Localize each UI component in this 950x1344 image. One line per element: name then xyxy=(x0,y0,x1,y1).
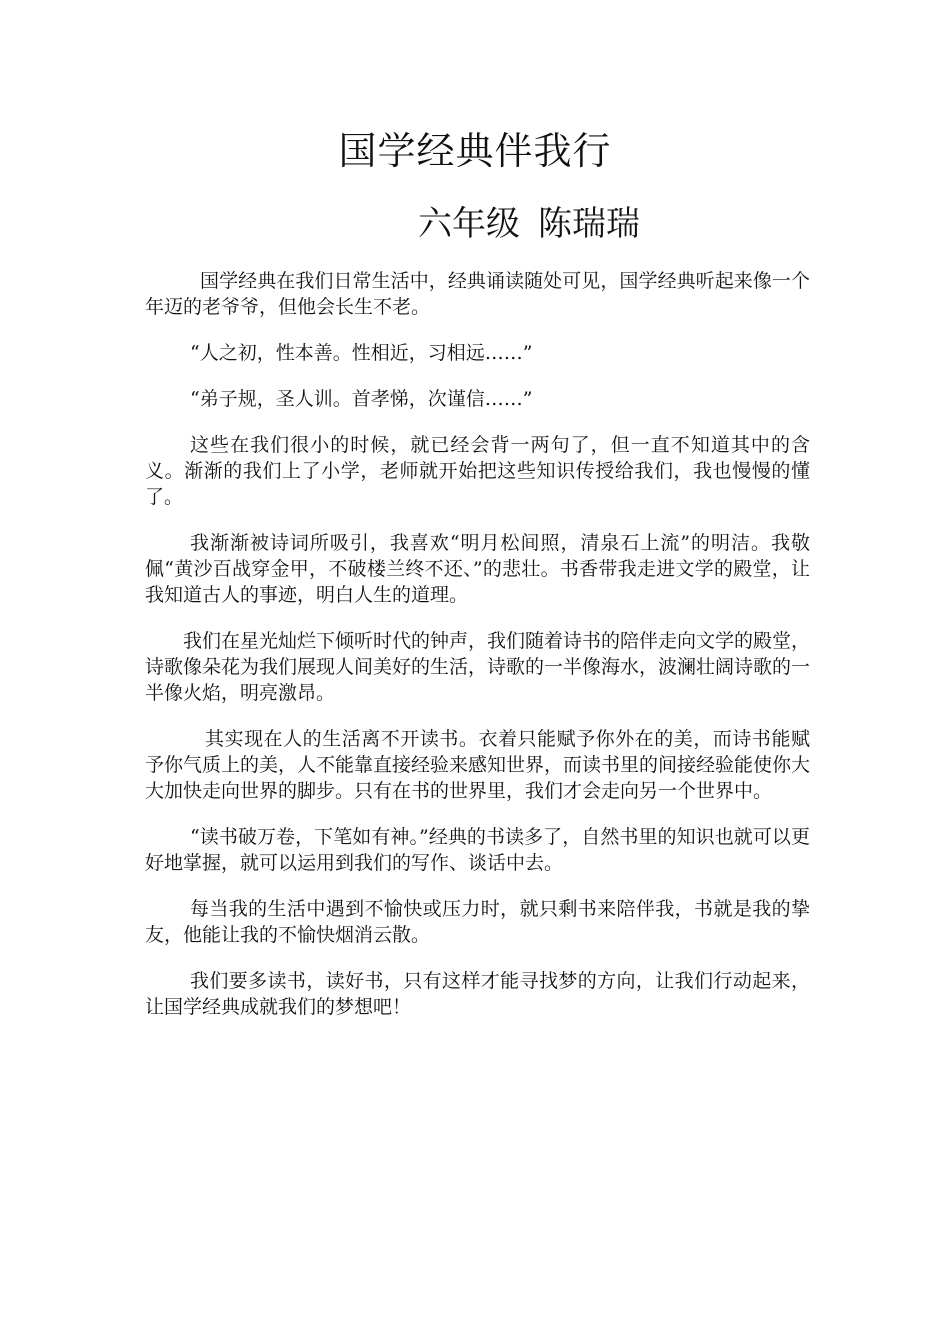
paragraph: 我们在星光灿烂下倾听时代的钟声，我们随着诗书的陪伴走向文学的殿堂，诗歌像朵花为我们展现人间美好的生活，诗歌的一半像海水，波澜壮阔诗歌的一半像火焰，明亮激昂。 xyxy=(145,630,811,704)
paragraph: 每当我的生活中遇到不愉快或压力时，就只剩书来陪伴我，书就是我的挚友，他能让我的不愉快烟消云散。 xyxy=(145,898,810,946)
paragraph: 我们要多读书，读好书，只有这样才能寻找梦的方向，让我们行动起来，让国学经典成就我们的梦想吧！ xyxy=(145,970,810,1018)
paragraph: “弟子规，圣人训。首孝悌，次谨信……” xyxy=(190,388,533,410)
author-byline xyxy=(418,202,640,246)
paragraph: “人之初，性本善。性相近，习相远……” xyxy=(190,342,533,364)
essay-title: 国学经典伴我行 xyxy=(338,129,612,173)
author-name: 陈瑞瑞 xyxy=(538,204,640,244)
author-grade: 六年级 xyxy=(418,204,520,244)
paragraph: “读书破万卷，下笔如有神。”经典的书读多了，自然书里的知识也就可以更好地掌握，就可以运用到我们的写作、谈话中去。 xyxy=(145,826,810,874)
paragraph: 国学经典在我们日常生活中，经典诵读随处可见，国学经典听起来像一个年迈的老爷爷，但他会长生不老。 xyxy=(145,270,810,318)
paragraph: 这些在我们很小的时候，就已经会背一两句了，但一直不知道其中的含义。渐渐的我们上了小学，老师就开始把这些知识传授给我们，我也慢慢的懂了。 xyxy=(145,434,810,508)
paragraph: 我渐渐被诗词所吸引，我喜欢“明月松间照，清泉石上流”的明洁。我敬佩“黄沙百战穿金甲，不破楼兰终不还、”的悲壮。书香带我走进文学的殿堂，让我知道古人的事迹，明白人生的道理。 xyxy=(145,532,810,606)
essay-body xyxy=(145,268,810,1040)
paragraph: 其实现在人的生活离不开读书。衣着只能赋予你外在的美，而诗书能赋予你气质上的美，人不能靠直接经验来感知世界，而读书里的间接经验能使你大大加快走向世界的脚步。只有在书的世界里，我们才会走向另一个世界中。 xyxy=(145,728,811,802)
